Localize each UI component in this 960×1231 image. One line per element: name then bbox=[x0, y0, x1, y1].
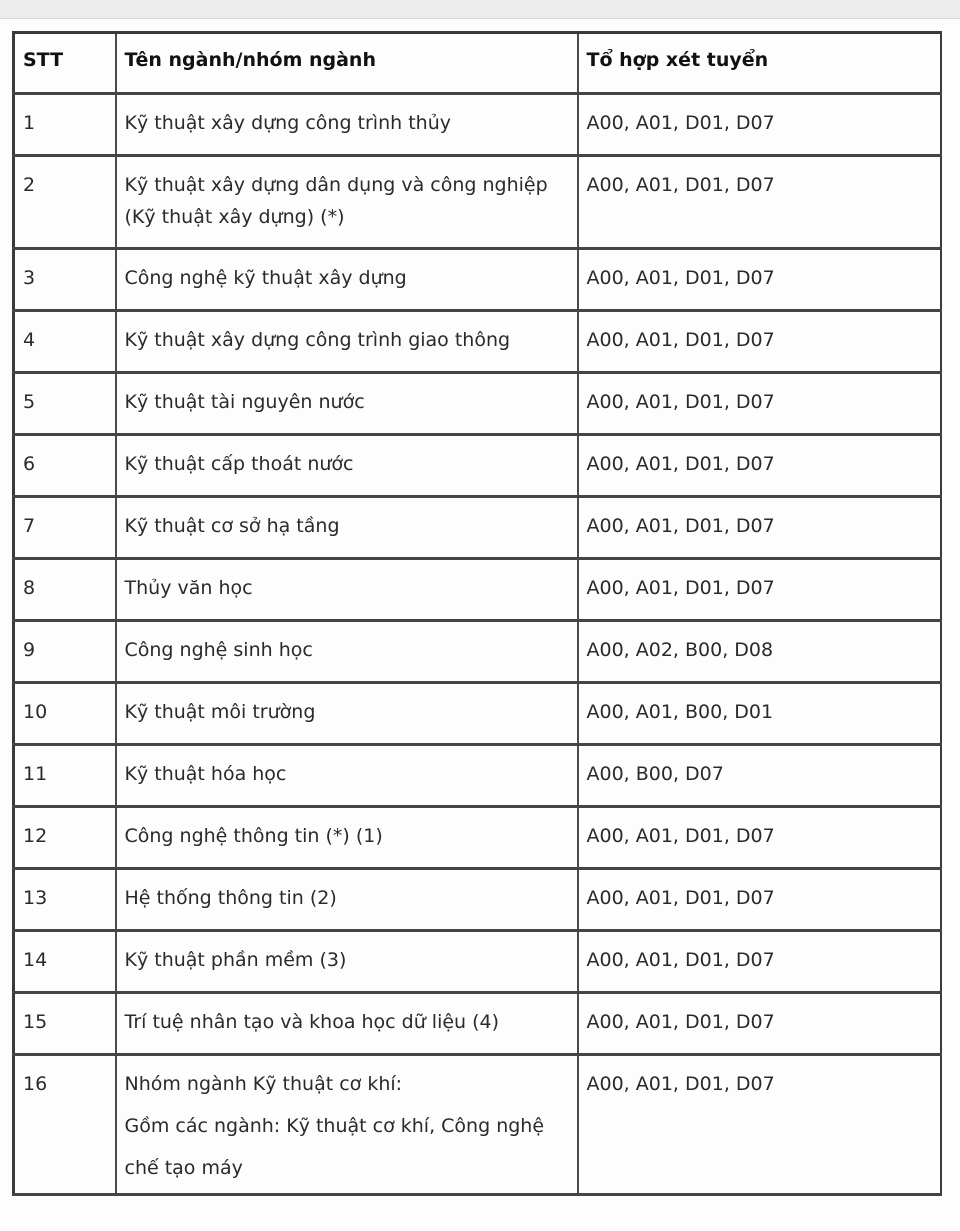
cell-major-name bbox=[116, 1055, 578, 1195]
table-row bbox=[14, 497, 942, 559]
cell-subject-combination: A00, A01, B00, D01 bbox=[578, 683, 942, 745]
major-name-line: Kỹ thuật cơ sở hạ tầng bbox=[124, 515, 340, 537]
cell-subject-combination: A00, A01, D01, D07 bbox=[578, 311, 942, 373]
header-subject-combination: Tổ hợp xét tuyển bbox=[578, 33, 942, 94]
cell-subject-combination: A00, A01, D01, D07 bbox=[578, 94, 942, 156]
major-name-line: Gồm các ngành: Kỹ thuật cơ khí, Công nghệ bbox=[124, 1115, 545, 1137]
cell-subject-combination: A00, B00, D07 bbox=[578, 745, 942, 807]
admission-table-container bbox=[12, 31, 942, 1231]
major-name-line: Kỹ thuật cấp thoát nước bbox=[124, 453, 354, 475]
table-row bbox=[14, 311, 942, 373]
cell-major-name bbox=[116, 993, 578, 1055]
cell-major-name bbox=[116, 683, 578, 745]
cell-major-name bbox=[116, 807, 578, 869]
cell-subject-combination: A00, A01, D01, D07 bbox=[578, 559, 942, 621]
cell-stt: 5 bbox=[14, 373, 116, 435]
header-stt: STT bbox=[14, 33, 116, 94]
cell-stt: 1 bbox=[14, 94, 116, 156]
table-row bbox=[14, 559, 942, 621]
major-name-line: Công nghệ thông tin (*) (1) bbox=[124, 825, 383, 847]
cell-major-name bbox=[116, 869, 578, 931]
cropped-top-strip bbox=[0, 0, 960, 19]
table-row bbox=[14, 373, 942, 435]
cell-major-name bbox=[116, 249, 578, 311]
cell-stt: 16 bbox=[14, 1055, 116, 1195]
cell-subject-combination: A00, A01, D01, D07 bbox=[578, 249, 942, 311]
cell-subject-combination: A00, A01, D01, D07 bbox=[578, 1055, 942, 1195]
major-name-line: Kỹ thuật xây dựng công trình giao thông bbox=[124, 329, 511, 351]
cell-stt: 14 bbox=[14, 931, 116, 993]
major-name-line: Hệ thống thông tin (2) bbox=[124, 887, 337, 909]
cell-subject-combination: A00, A01, D01, D07 bbox=[578, 993, 942, 1055]
cell-subject-combination: A00, A01, D01, D07 bbox=[578, 156, 942, 249]
major-name-line: Kỹ thuật tài nguyên nước bbox=[124, 391, 365, 413]
table-row bbox=[14, 435, 942, 497]
cell-stt: 15 bbox=[14, 993, 116, 1055]
cell-stt: 12 bbox=[14, 807, 116, 869]
admission-majors-table bbox=[12, 31, 942, 1196]
cell-major-name bbox=[116, 559, 578, 621]
table-row bbox=[14, 94, 942, 156]
cell-major-name bbox=[116, 311, 578, 373]
cell-stt: 6 bbox=[14, 435, 116, 497]
cell-major-name bbox=[116, 931, 578, 993]
major-name-line: Công nghệ kỹ thuật xây dựng bbox=[124, 267, 407, 289]
cell-subject-combination: A00, A02, B00, D08 bbox=[578, 621, 942, 683]
cell-subject-combination: A00, A01, D01, D07 bbox=[578, 373, 942, 435]
cell-major-name bbox=[116, 373, 578, 435]
cell-stt: 11 bbox=[14, 745, 116, 807]
major-name-line: Kỹ thuật xây dựng dân dụng và công nghiệp bbox=[124, 174, 548, 196]
cell-major-name bbox=[116, 156, 578, 249]
major-name-line: chế tạo máy bbox=[124, 1157, 243, 1179]
major-name-line: Kỹ thuật xây dựng công trình thủy bbox=[124, 112, 451, 134]
cell-subject-combination: A00, A01, D01, D07 bbox=[578, 497, 942, 559]
major-name-line: Kỹ thuật hóa học bbox=[124, 763, 287, 785]
table-row bbox=[14, 1055, 942, 1195]
major-name-line: Thủy văn học bbox=[124, 577, 253, 599]
table-body bbox=[14, 94, 942, 1195]
table-row bbox=[14, 869, 942, 931]
cell-major-name bbox=[116, 745, 578, 807]
major-name-line: Kỹ thuật phần mềm (3) bbox=[124, 949, 347, 971]
cell-stt: 4 bbox=[14, 311, 116, 373]
cell-major-name bbox=[116, 94, 578, 156]
table-row bbox=[14, 683, 942, 745]
major-name-line: Kỹ thuật môi trường bbox=[124, 701, 316, 723]
cell-major-name bbox=[116, 621, 578, 683]
major-name-line: Công nghệ sinh học bbox=[124, 639, 313, 661]
cell-subject-combination: A00, A01, D01, D07 bbox=[578, 931, 942, 993]
cell-stt: 7 bbox=[14, 497, 116, 559]
cell-stt: 2 bbox=[14, 156, 116, 249]
table-row bbox=[14, 807, 942, 869]
major-name-line: (Kỹ thuật xây dựng) (*) bbox=[124, 206, 345, 228]
table-row bbox=[14, 931, 942, 993]
table-header-row bbox=[14, 33, 942, 94]
table-row bbox=[14, 993, 942, 1055]
cell-subject-combination: A00, A01, D01, D07 bbox=[578, 435, 942, 497]
cell-subject-combination: A00, A01, D01, D07 bbox=[578, 869, 942, 931]
cell-major-name bbox=[116, 435, 578, 497]
cell-stt: 13 bbox=[14, 869, 116, 931]
major-name-line: Nhóm ngành Kỹ thuật cơ khí: bbox=[124, 1073, 403, 1095]
cell-stt: 8 bbox=[14, 559, 116, 621]
cell-stt: 3 bbox=[14, 249, 116, 311]
table-row bbox=[14, 156, 942, 249]
major-name-line: Trí tuệ nhân tạo và khoa học dữ liệu (4) bbox=[124, 1011, 500, 1033]
table-row bbox=[14, 745, 942, 807]
table-row bbox=[14, 249, 942, 311]
table-row bbox=[14, 621, 942, 683]
cell-stt: 9 bbox=[14, 621, 116, 683]
header-major-name: Tên ngành/nhóm ngành bbox=[116, 33, 578, 94]
cell-stt: 10 bbox=[14, 683, 116, 745]
cell-major-name bbox=[116, 497, 578, 559]
cell-subject-combination: A00, A01, D01, D07 bbox=[578, 807, 942, 869]
